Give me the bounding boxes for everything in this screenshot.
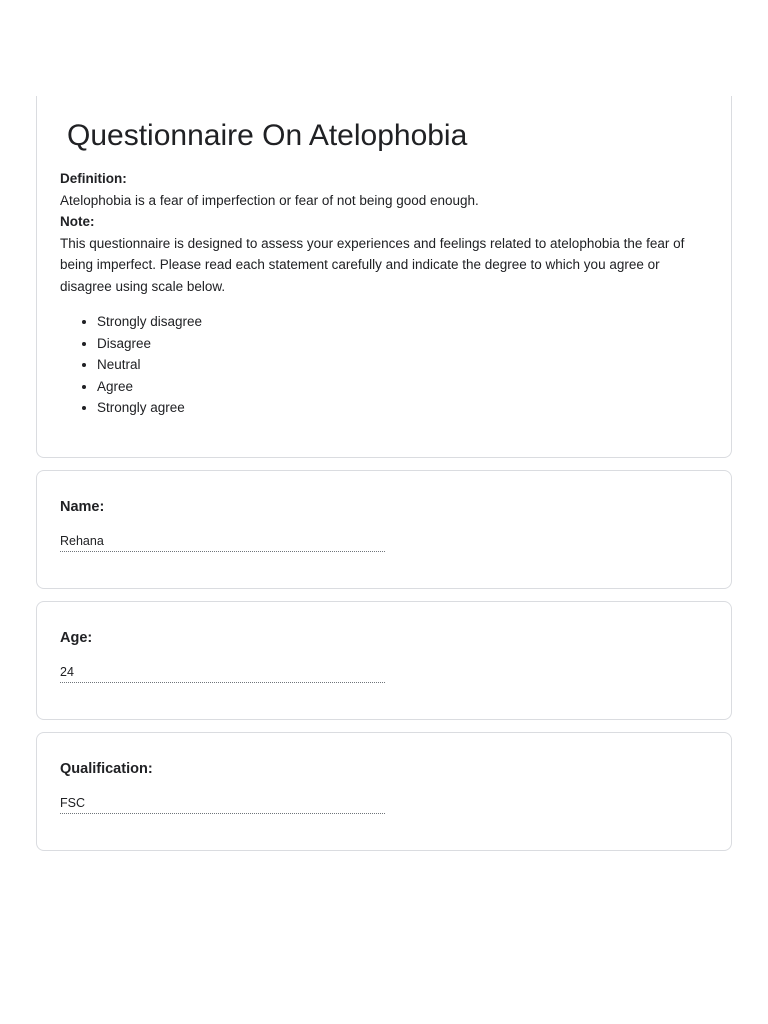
note-label: Note: [60,214,95,229]
name-answer-field[interactable]: Rehana [60,533,385,552]
note-text: This questionnaire is designed to assess your experiences and feelings related to atelophobia the fear of being imperfect. Please read each statement carefully and indicate the degree to which you agree or disagree using scale below. [60,235,685,294]
scale-item: • Strongly disagree [97,311,710,333]
qualification-answer-field[interactable]: FSC [60,795,385,814]
question-label: Qualification: [60,761,153,777]
scale-item: • Strongly agree [97,397,710,419]
question-card-qualification [36,732,732,851]
age-answer-field[interactable]: 24 [60,664,385,683]
form-header-card [36,96,732,458]
question-card-age [36,601,732,720]
form-description [60,168,710,419]
scale-item: • Neutral [97,354,710,376]
scale-list [60,311,710,419]
form-title: Questionnaire On Atelophobia [67,119,468,152]
question-label: Age: [60,630,93,646]
scale-item: • Disagree [97,333,710,355]
question-label: Name: [60,499,105,515]
scale-item: • Agree [97,376,710,398]
definition-text: Atelophobia is a fear of imperfection or fear of not being good enough. [60,192,479,208]
definition-label: Definition: [60,171,127,186]
question-card-name [36,470,732,589]
